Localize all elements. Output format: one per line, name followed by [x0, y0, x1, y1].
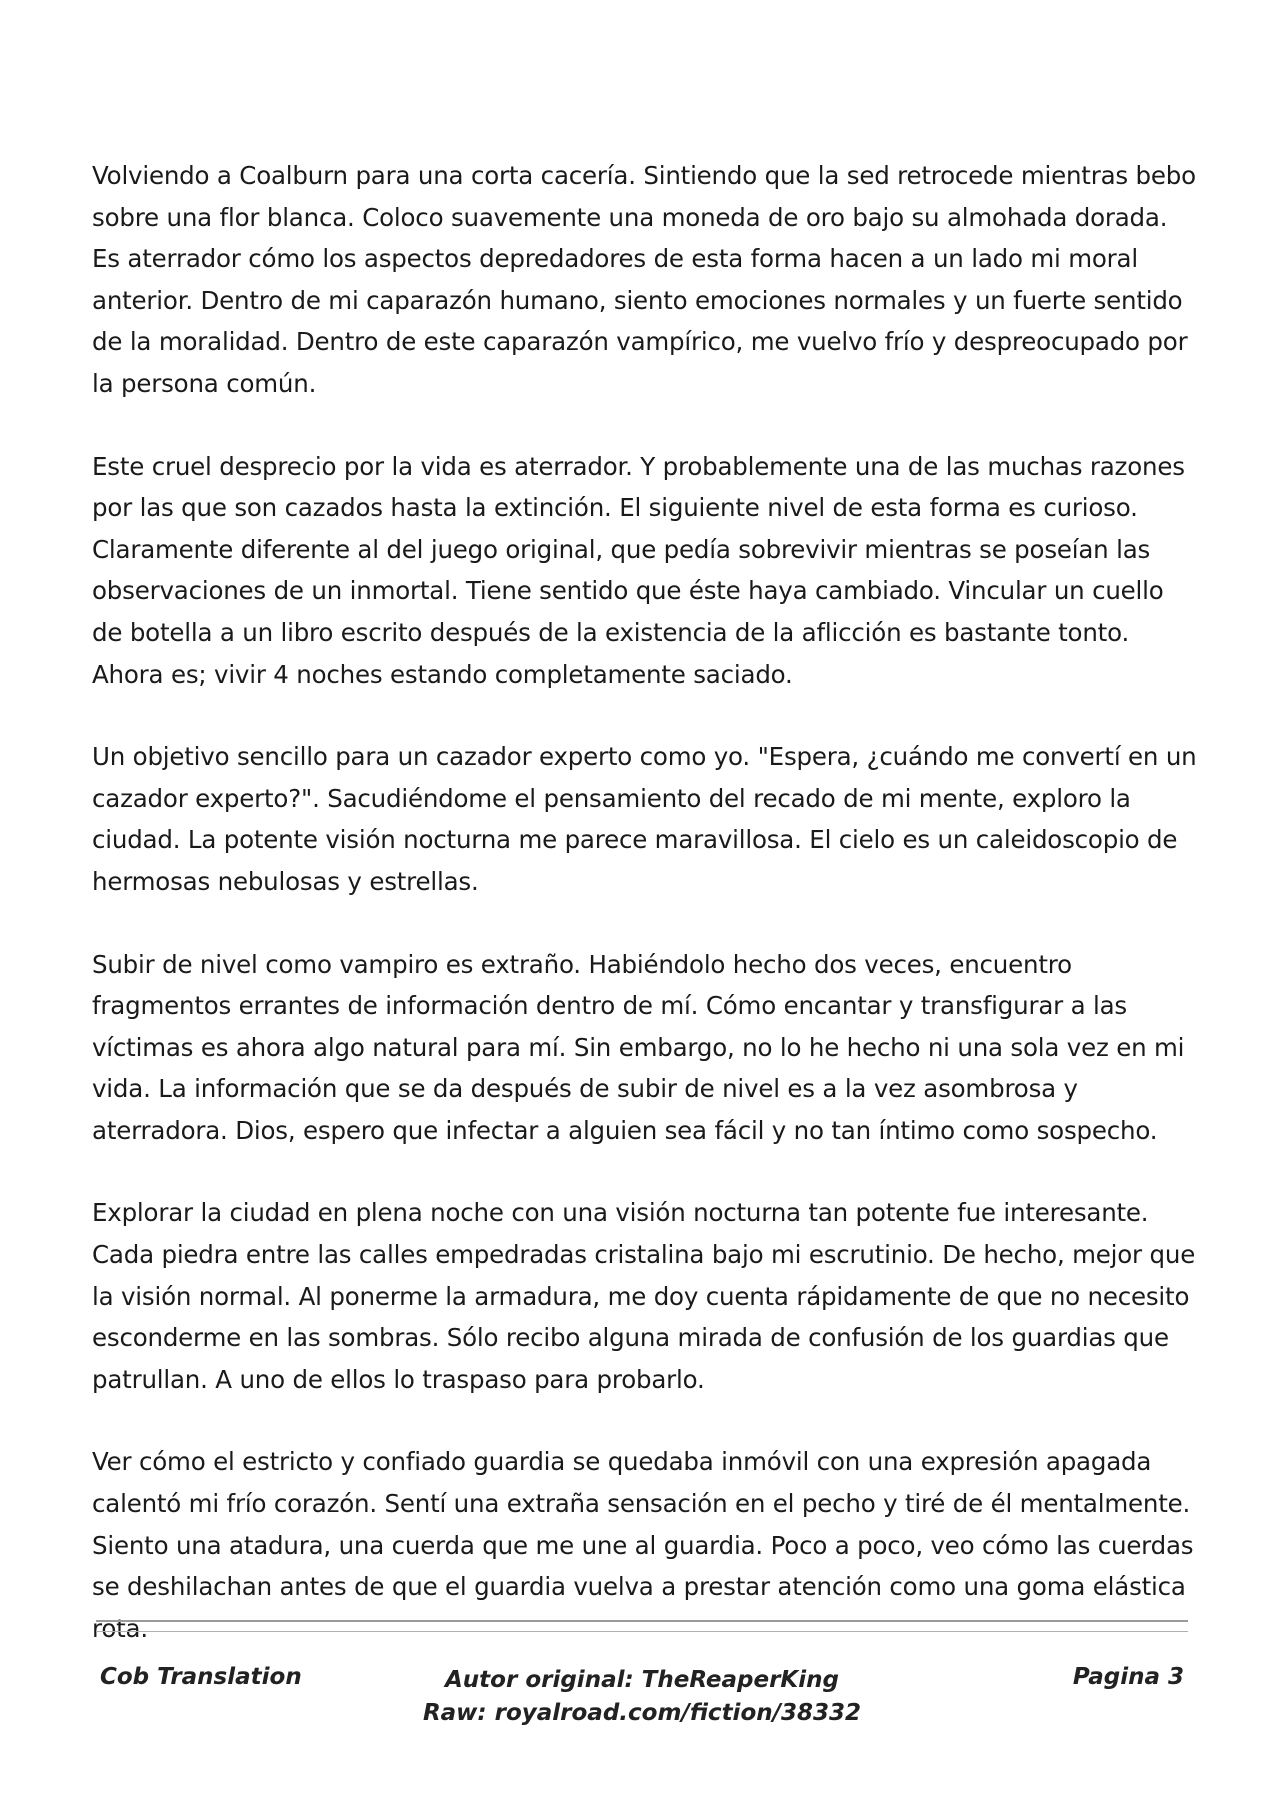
paragraph-3: Un objetivo sencillo para un cazador experto como yo. "Espera, ¿cuándo me convertí en un cazador experto?". Sacudiéndome el pensamiento del recado de mi mente, exploro la ciudad. La potente visión nocturna me parece maravillosa. El cielo es un caleidoscopio de hermosas nebulosas y estrellas. [92, 742, 1197, 896]
footer-source: Raw: royalroad.com/fiction/38332 [422, 1700, 862, 1726]
body-text [92, 155, 1200, 1690]
paragraph-5: Explorar la ciudad en plena noche con una visión nocturna tan potente fue interesante. Cada piedra entre las calles empedradas cristalina bajo mi escrutinio. De hecho, mejor que la visión normal. Al ponerme la armadura, me doy cuenta rápidamente de que no necesito esconderme en las sombras. Sólo recibo alguna mirada de confusión de los guardias que patrullan. A uno de ellos lo traspaso para probarlo. [92, 1198, 1196, 1394]
footer-credits [96, 1664, 1188, 1730]
paragraph-6: Ver cómo el estricto y confiado guardia se quedaba inmóvil con una expresión apagada calentó mi frío corazón. Sentí una extraña sensación en el pecho y tiré de él mentalmente. Siento una atadura, una cuerda que me une al guardia. Poco a poco, veo cómo las cuerdas se deshilachan antes de que el guardia vuelva a prestar atención como una goma elástica rota. [92, 1447, 1194, 1643]
footer-author: Autor original: TheReaperKing [445, 1667, 839, 1693]
footer-divider-bottom [96, 1631, 1188, 1632]
footer-divider-top [96, 1620, 1188, 1622]
paragraph-1: Volviendo a Coalburn para una corta cacería. Sintiendo que la sed retrocede mientras bebo sobre una flor blanca. Coloco suavemente una moneda de oro bajo su almohada dorada. Es aterrador cómo los aspectos depredadores de esta forma hacen a un lado mi moral anterior. Dentro de mi caparazón humano, siento emociones normales y un fuerte sentido de la moralidad. Dentro de este caparazón vampírico, me vuelvo frío y despreocupado por la persona común. [92, 161, 1196, 398]
footer-translator: Cob Translation [100, 1664, 302, 1690]
paragraph-2: Este cruel desprecio por la vida es aterrador. Y probablemente una de las muchas razones por las que son cazados hasta la extinción. El siguiente nivel de esta forma es curioso. Claramente diferente al del juego original, que pedía sobrevivir mientras se poseían las observaciones de un inmortal. Tiene sentido que éste haya cambiado. Vincular un cuello de botella a un libro escrito después de la existencia de la aflicción es bastante tonto. Ahora es; vivir 4 noches estando completamente saciado. [92, 451, 1185, 689]
paragraph-4: Subir de nivel como vampiro es extraño. Habiéndolo hecho dos veces, encuentro fragmentos errantes de información dentro de mí. Cómo encantar y transfigurar a las víctimas es ahora algo natural para mí. Sin embargo, no lo he hecho ni una sola vez en mi vida. La información que se da después de subir de nivel es a la vez asombrosa y aterradora. Dios, espero que infectar a alguien sea fácil y no tan íntimo como sospecho. [92, 949, 1185, 1145]
page-number: Pagina 3 [1072, 1664, 1184, 1690]
